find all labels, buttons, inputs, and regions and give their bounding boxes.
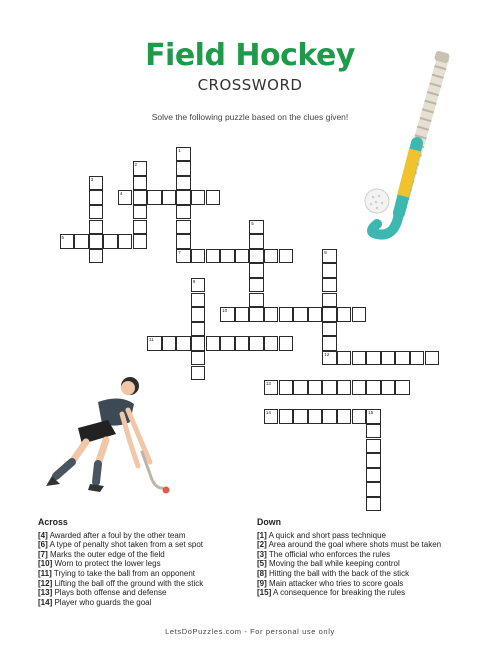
crossword-cell[interactable] [337, 307, 352, 322]
clue-item [38, 569, 248, 579]
clue-number-label: 7 [178, 249, 181, 255]
clue-item [38, 588, 248, 598]
clue-text: A type of penalty shot taken from a set spot [47, 540, 203, 550]
clue-item [257, 588, 477, 598]
crossword-cell[interactable] [191, 366, 206, 381]
clue-number: [9] [257, 578, 267, 588]
crossword-cell[interactable] [322, 293, 337, 308]
crossword-cell[interactable] [191, 293, 206, 308]
clue-number-label: 14 [265, 410, 271, 416]
crossword-cell[interactable] [249, 234, 264, 249]
crossword-cell[interactable] [249, 249, 264, 264]
clue-number-label: 12 [324, 351, 330, 357]
clue-number: [7] [38, 549, 48, 559]
clue-number: [15] [257, 588, 272, 598]
crossword-cell[interactable] [118, 190, 133, 205]
crossword-cell[interactable] [162, 190, 177, 205]
clue-number: [5] [257, 559, 267, 569]
crossword-cell[interactable] [206, 336, 221, 351]
crossword-cell[interactable] [176, 147, 191, 162]
clue-text: A quick and short pass technique [266, 530, 386, 540]
clue-text: Player who guards the goal [52, 597, 152, 607]
crossword-cell[interactable] [89, 220, 104, 235]
clue-text: Marks the outer edge of the field [47, 549, 165, 559]
clue-number-label: 8 [324, 249, 327, 255]
crossword-cell[interactable] [176, 205, 191, 220]
clue-number: [13] [38, 588, 53, 598]
crossword-cell[interactable] [176, 249, 191, 264]
crossword-cell[interactable] [147, 190, 162, 205]
crossword-cell[interactable] [89, 234, 104, 249]
crossword-cell[interactable] [118, 234, 133, 249]
page-title: Field Hockey [145, 38, 355, 73]
clue-number-label: 10 [222, 308, 228, 314]
down-heading: Down [257, 517, 281, 527]
crossword-cell[interactable] [249, 278, 264, 293]
crossword-cell[interactable] [133, 176, 148, 191]
crossword-cell[interactable] [293, 307, 308, 322]
hockey-ball-icon [362, 186, 392, 216]
crossword-cell[interactable] [381, 351, 396, 366]
crossword-cell[interactable] [352, 409, 367, 424]
crossword-cell[interactable] [235, 249, 250, 264]
crossword-cell[interactable] [89, 176, 104, 191]
crossword-cell[interactable] [322, 278, 337, 293]
clue-number: [1] [257, 530, 267, 540]
crossword-cell[interactable] [293, 380, 308, 395]
across-clues [38, 518, 248, 607]
crossword-cell[interactable] [352, 380, 367, 395]
crossword-cell[interactable] [220, 307, 235, 322]
crossword-cell[interactable] [366, 497, 381, 512]
crossword-cell[interactable] [308, 307, 323, 322]
crossword-cell[interactable] [191, 249, 206, 264]
crossword-cell[interactable] [366, 409, 381, 424]
crossword-cell[interactable] [410, 351, 425, 366]
page-subtitle: CROSSWORD [197, 76, 303, 94]
clue-text: Plays both offense and defense [52, 588, 167, 598]
crossword-cell[interactable] [206, 190, 221, 205]
crossword-cell[interactable] [220, 249, 235, 264]
crossword-cell[interactable] [279, 336, 294, 351]
crossword-cell[interactable] [176, 336, 191, 351]
crossword-cell[interactable] [264, 336, 279, 351]
crossword-cell[interactable] [279, 380, 294, 395]
clue-number-label: 2 [134, 162, 138, 168]
clue-number: [6] [38, 540, 48, 550]
crossword-cell[interactable] [322, 336, 337, 351]
crossword-cell[interactable] [147, 336, 162, 351]
down-clues [257, 518, 477, 598]
crossword-cell[interactable] [322, 263, 337, 278]
crossword-cell[interactable] [176, 234, 191, 249]
crossword-cell[interactable] [264, 249, 279, 264]
crossword-cell[interactable] [322, 307, 337, 322]
crossword-cell[interactable] [337, 351, 352, 366]
crossword-cell[interactable] [191, 307, 206, 322]
clue-item [257, 559, 477, 569]
crossword-cell[interactable] [381, 380, 396, 395]
crossword-cell[interactable] [322, 351, 337, 366]
crossword-cell[interactable] [60, 234, 75, 249]
clue-number-label: 5 [251, 220, 254, 226]
crossword-cell[interactable] [133, 220, 148, 235]
clue-number: [12] [38, 578, 53, 588]
clue-number-label: 4 [119, 191, 123, 197]
across-heading: Across [38, 517, 68, 527]
crossword-cell[interactable] [103, 234, 118, 249]
crossword-cell[interactable] [322, 409, 337, 424]
crossword-cell[interactable] [206, 249, 221, 264]
clue-item [38, 559, 248, 569]
clue-text: Hitting the ball with the back of the stick [266, 568, 410, 578]
clue-number-label: 3 [90, 176, 94, 182]
clue-number: [2] [257, 540, 267, 550]
crossword-cell[interactable] [366, 453, 381, 468]
crossword-cell[interactable] [366, 468, 381, 483]
crossword-cell[interactable] [279, 409, 294, 424]
crossword-cell[interactable] [395, 380, 410, 395]
footer: LetsDoPuzzles.com - For personal use only [165, 627, 335, 636]
clue-text: Area around the goal where shots must be taken [266, 540, 442, 550]
crossword-cell[interactable] [308, 380, 323, 395]
crossword-cell[interactable] [191, 278, 206, 293]
clue-text: Main attacker who tries to score goals [266, 578, 404, 588]
crossword-cell[interactable] [133, 190, 148, 205]
clue-number: [11] [38, 568, 52, 578]
crossword-cell[interactable] [162, 336, 177, 351]
crossword-cell[interactable] [279, 249, 294, 264]
clue-text: Lifting the ball off the ground with the stick [52, 578, 204, 588]
clue-number: [3] [257, 549, 267, 559]
crossword-cell[interactable] [249, 293, 264, 308]
clue-text: Awarded after a foul by the other team [47, 530, 186, 540]
clue-item [38, 540, 248, 550]
clue-number-label: 15 [368, 410, 374, 416]
crossword-cell[interactable] [89, 190, 104, 205]
crossword-cell[interactable] [366, 439, 381, 454]
clue-text: Worn to protect the lower legs [52, 559, 161, 569]
player-illustration [38, 370, 178, 500]
clue-text: Moving the ball while keeping control [266, 559, 400, 569]
clue-item [257, 540, 477, 550]
clue-number-label: 13 [265, 381, 271, 387]
clue-item [38, 598, 248, 608]
crossword-cell[interactable] [74, 234, 89, 249]
crossword-cell[interactable] [249, 220, 264, 235]
clue-text: The official who enforces the rules [266, 549, 391, 559]
crossword-cell[interactable] [337, 380, 352, 395]
clue-item [38, 579, 248, 589]
clue-number: [8] [257, 568, 267, 578]
crossword-cell[interactable] [322, 249, 337, 264]
crossword-cell[interactable] [425, 351, 440, 366]
crossword-cell[interactable] [249, 263, 264, 278]
crossword-cell[interactable] [366, 351, 381, 366]
crossword-cell[interactable] [249, 307, 264, 322]
crossword-cell[interactable] [279, 307, 294, 322]
crossword-cell[interactable] [220, 336, 235, 351]
crossword-cell[interactable] [337, 409, 352, 424]
crossword-cell[interactable] [322, 322, 337, 337]
clue-number: [14] [38, 597, 53, 607]
crossword-cell[interactable] [264, 380, 279, 395]
crossword-cell[interactable] [176, 161, 191, 176]
crossword-cell[interactable] [176, 190, 191, 205]
crossword-cell[interactable] [395, 351, 410, 366]
crossword-cell[interactable] [191, 336, 206, 351]
clue-number-label: 11 [149, 337, 154, 343]
crossword-cell[interactable] [133, 161, 148, 176]
crossword-cell[interactable] [235, 336, 250, 351]
crossword-cell[interactable] [264, 409, 279, 424]
crossword-cell[interactable] [293, 409, 308, 424]
clue-item [257, 550, 477, 560]
clue-item [38, 550, 248, 560]
crossword-cell[interactable] [249, 336, 264, 351]
crossword-cell[interactable] [191, 322, 206, 337]
clue-number-label: 6 [61, 235, 65, 241]
clue-number: [10] [38, 559, 53, 569]
crossword-cell[interactable] [176, 220, 191, 235]
clue-number-label: 9 [192, 278, 196, 284]
clue-text: Trying to take the ball from an opponent [51, 568, 195, 578]
crossword-cell[interactable] [89, 205, 104, 220]
crossword-cell[interactable] [352, 351, 367, 366]
clue-item [257, 579, 477, 589]
crossword-cell[interactable] [352, 307, 367, 322]
hockey-stick-icon [355, 48, 455, 248]
clue-text: A consequence for breaking the rules [271, 588, 406, 598]
crossword-cell[interactable] [191, 190, 206, 205]
crossword-cell[interactable] [366, 380, 381, 395]
clue-number-label: 1 [178, 147, 181, 153]
crossword-cell[interactable] [133, 234, 148, 249]
crossword-cell[interactable] [176, 176, 191, 191]
crossword-cell[interactable] [235, 307, 250, 322]
clue-item [257, 531, 477, 541]
instructions: Solve the following puzzle based on the clues given! [151, 112, 349, 122]
clue-item [257, 569, 477, 579]
crossword-cell[interactable] [322, 380, 337, 395]
clue-number: [4] [38, 530, 48, 540]
crossword-cell[interactable] [89, 249, 104, 264]
crossword-cell[interactable] [133, 205, 148, 220]
crossword-cell[interactable] [264, 307, 279, 322]
crossword-cell[interactable] [366, 482, 381, 497]
crossword-cell[interactable] [308, 409, 323, 424]
clue-item [38, 531, 248, 541]
crossword-cell[interactable] [191, 351, 206, 366]
crossword-cell[interactable] [366, 424, 381, 439]
